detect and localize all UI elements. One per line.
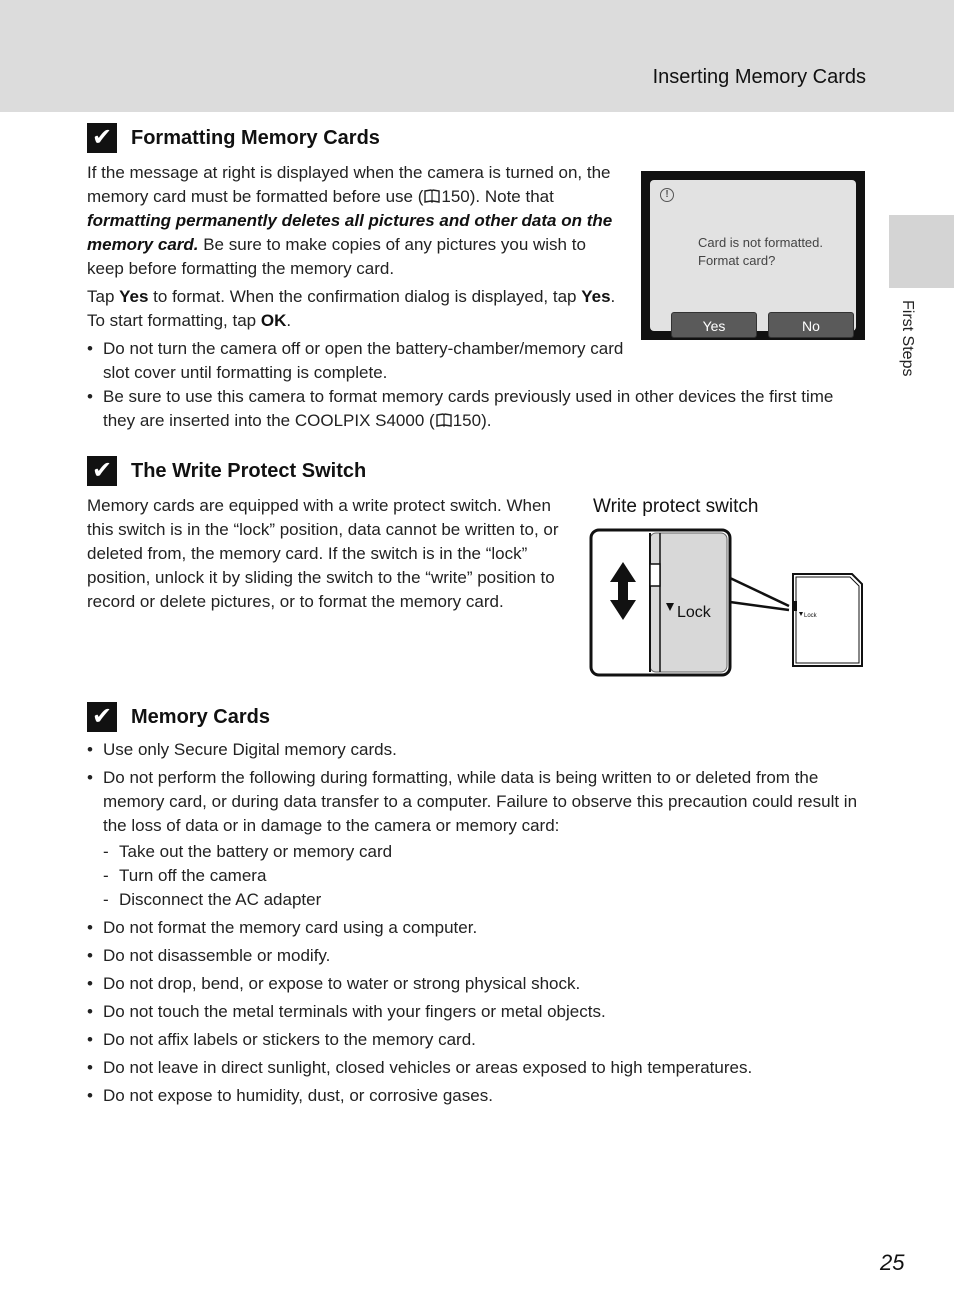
list-item: • Do not format the memory card using a computer. (87, 916, 867, 940)
small-lock-label: Lock (804, 613, 817, 619)
section-write-protect-heading (87, 454, 577, 488)
dialog-message (698, 234, 823, 270)
formatting-paragraph-2 (87, 285, 627, 333)
text-run: ). Note that (469, 187, 554, 206)
list-item: • Do not touch the metal terminals with your fingers or metal objects. (87, 1000, 867, 1024)
section-title: The Write Protect Switch (131, 459, 367, 482)
list-item: • Do not affix labels or stickers to the memory card. (87, 1028, 867, 1052)
list-item: • Do not expose to humidity, dust, or corrosive gases. (87, 1084, 867, 1108)
text-run: . To start formatting, tap (87, 287, 616, 330)
checkmark-icon: ✔ (87, 123, 117, 153)
text-run: If the message at right is displayed when the camera is turned on, the memory card must be formatted before use ( (87, 163, 611, 206)
alert-icon: ! (660, 188, 674, 202)
formatting-bullets-2 (87, 385, 867, 433)
dialog-line-2: Format card? (698, 253, 776, 268)
camera-dialog-figure (641, 171, 865, 340)
formatting-bullets (87, 337, 627, 385)
section-memory-cards (87, 700, 867, 1108)
page-header-title: Inserting Memory Cards (652, 66, 866, 88)
page-reference: 150 (452, 411, 482, 430)
write-protect-paragraph: Memory cards are equipped with a write protect switch. When this switch is in the “lock” position, data cannot be written to, or deleted from, the memory card. If the switch is in the “lock” position, unlock it by sliding the switch to the “write” position to record or delete pictures, or to format the memory card. (87, 496, 559, 611)
formatting-bullet-wide (87, 385, 867, 433)
list-item (87, 766, 867, 912)
bold-warning-text: formatting permanently deletes all pictures and other data on the memory card. (87, 211, 613, 254)
text-run: to format. When the confirmation dialog is displayed, tap (148, 287, 582, 306)
text-run: Tap (87, 287, 120, 306)
sub-list (103, 840, 867, 912)
section-formatting (87, 121, 627, 385)
list-item (87, 385, 867, 433)
dialog-yes-button: Yes (671, 312, 757, 338)
section-memory-cards-heading (87, 700, 867, 734)
header-band (0, 0, 954, 112)
list-item: • Do not drop, bend, or expose to water or strong physical shock. (87, 972, 867, 996)
lock-label: Lock (677, 604, 711, 621)
checkmark-icon: ✔ (87, 702, 117, 732)
book-reference-icon (436, 413, 452, 427)
write-protect-figure (588, 526, 868, 685)
page-reference: 150 (441, 187, 470, 206)
checkmark-icon: ✔ (87, 456, 117, 486)
page-number: 25 (880, 1250, 905, 1275)
write-protect-figure-label: Write protect switch (593, 496, 759, 517)
list-item: • Do not disassemble or modify. (87, 944, 867, 968)
section-title: Memory Cards (131, 705, 270, 728)
yes-label: Yes (581, 287, 611, 306)
text-run: Be sure to use this camera to format memory cards previously used in other devices the first time they are inserted into the COOLPIX S4000 ( (103, 387, 834, 430)
text-run: Do not perform the following during formatting, while data is being written to or deleted from the memory card, or during data transfer to a computer. Failure to observe this precaution could result in the loss of data or in damage to the camera or memory card: (103, 768, 858, 835)
section-title: Formatting Memory Cards (131, 126, 380, 149)
section-write-protect (87, 454, 577, 614)
sub-list-item: - Take out the battery or memory card (103, 840, 867, 864)
list-item: • Do not leave in direct sunlight, closed vehicles or areas exposed to high temperatures. (87, 1056, 867, 1080)
ok-label: OK (260, 311, 287, 330)
side-tab (889, 215, 954, 288)
sub-list-item: - Turn off the camera (103, 864, 867, 888)
text-run: Be sure to make copies of any pictures you wish to keep before formatting the memory card. (87, 235, 586, 278)
text-run: ). (481, 411, 492, 430)
list-item: • Use only Secure Digital memory cards. (87, 738, 867, 762)
text-run: . (286, 311, 292, 330)
yes-label: Yes (119, 287, 149, 306)
camera-screen (650, 180, 856, 334)
write-protect-illustration (588, 526, 868, 680)
dialog-line-1: Card is not formatted. (698, 235, 823, 250)
list-item: • Do not turn the camera off or open the battery-chamber/memory card slot cover until formatting is complete. (87, 337, 627, 385)
formatting-paragraph-1 (87, 161, 627, 281)
dialog-no-button: No (768, 312, 854, 338)
memory-cards-bullets (87, 738, 867, 1108)
book-reference-icon (424, 189, 440, 203)
side-tab-label: First Steps (899, 300, 916, 377)
sub-list-item: - Disconnect the AC adapter (103, 888, 867, 912)
section-formatting-heading (87, 121, 627, 155)
